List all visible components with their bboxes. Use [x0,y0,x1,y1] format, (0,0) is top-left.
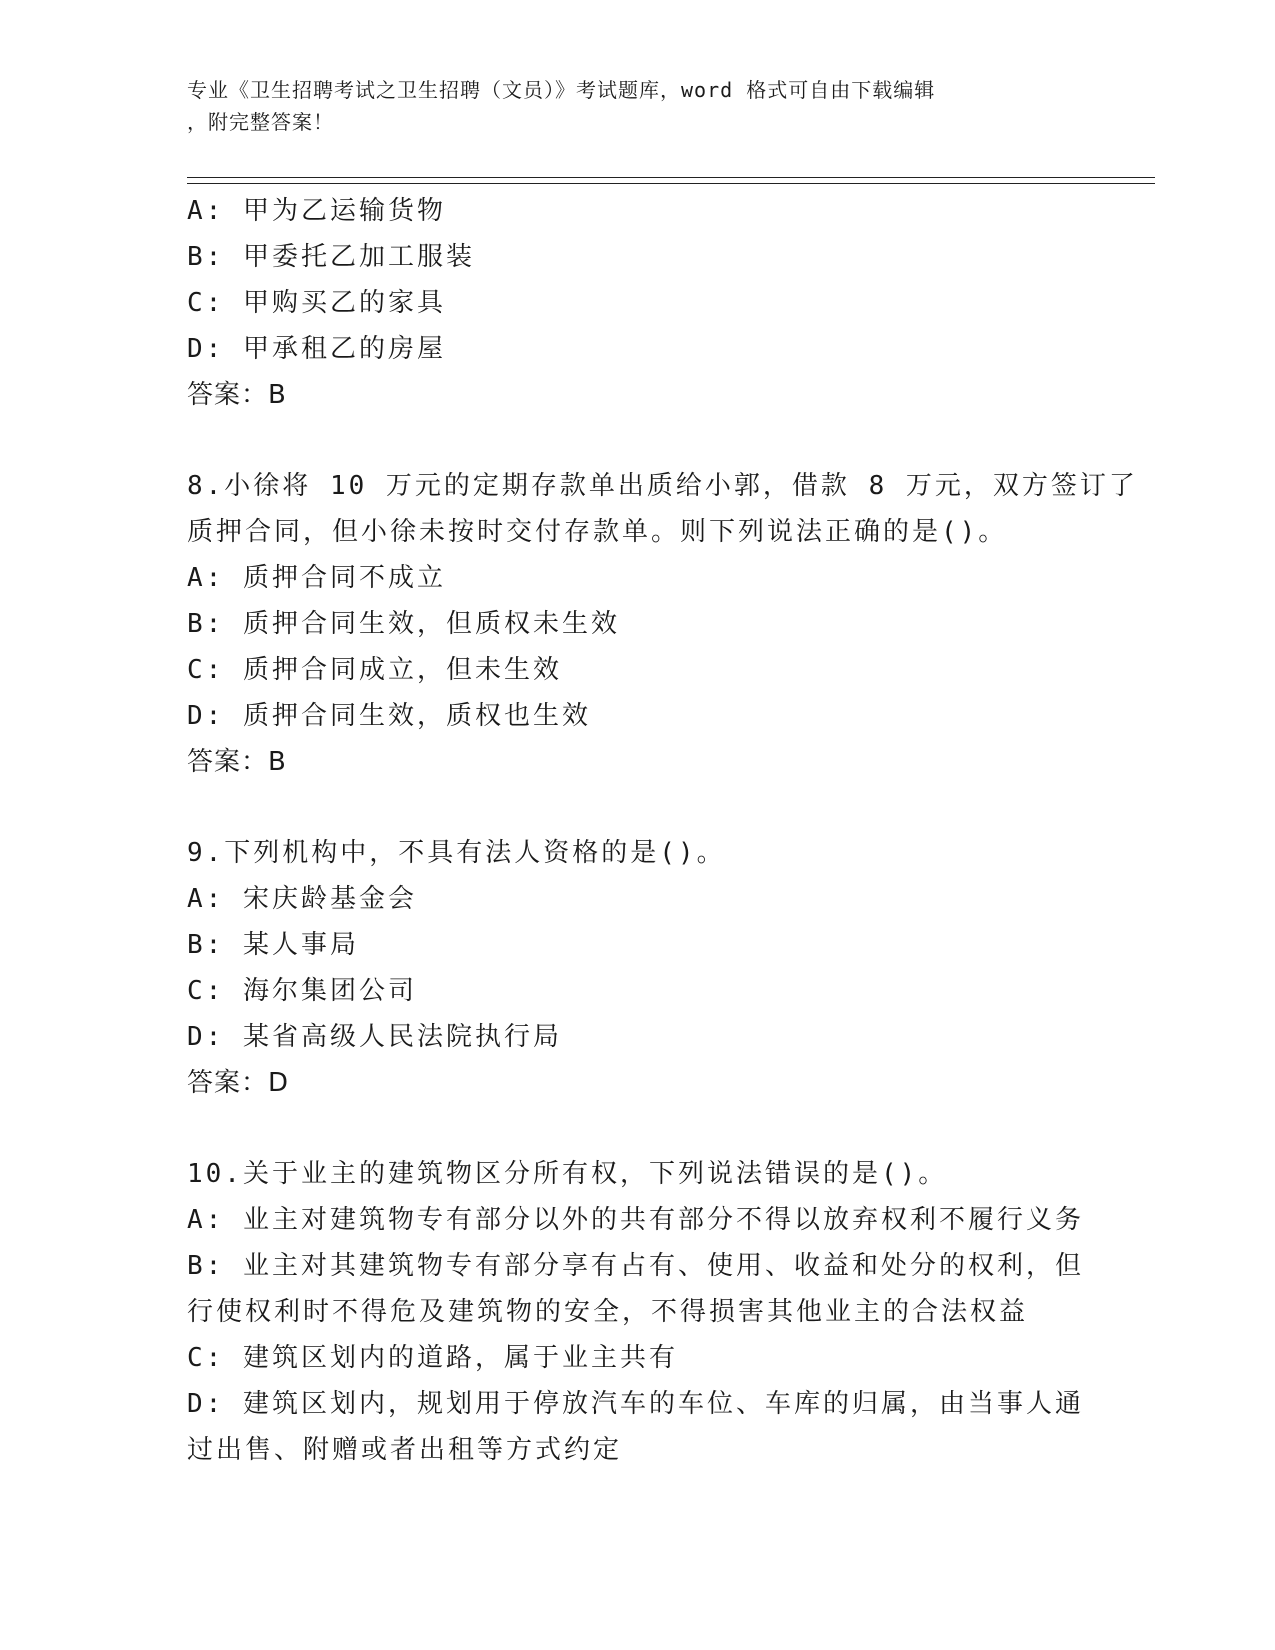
option-c: C: 质押合同成立，但未生效 [187,655,562,685]
option-d: D: 甲承租乙的房屋 [187,334,446,364]
spacer [187,1106,1087,1151]
option-c: C: 海尔集团公司 [187,976,417,1006]
spacer [187,785,1087,830]
option-c: C: 甲购买乙的家具 [187,288,446,318]
question-list [187,188,1138,1473]
option-d: D: 建筑区划内，规划用于停放汽车的车位、车库的归属，由当事人通 [187,1389,1084,1419]
header-rule-bottom [187,183,1155,184]
option-d-continued: 过出售、附赠或者出租等方式约定 [187,1435,623,1465]
option-a: A: 甲为乙运输货物 [187,196,446,226]
question-10 [187,1151,1087,1473]
question-8 [187,463,1138,785]
option-d: D: 质押合同生效，质权也生效 [187,701,591,731]
header-rule-top [187,177,1155,178]
answer: 答案：B [187,747,287,777]
option-b: B: 质押合同生效，但质权未生效 [187,609,620,639]
option-b-continued: 行使权利时不得危及建筑物的安全，不得损害其他业主的合法权益 [187,1297,1029,1327]
option-a: A: 业主对建筑物专有部分以外的共有部分不得以放弃权利不履行义务 [187,1205,1084,1235]
question-7 [187,188,1087,418]
question-9 [187,830,1087,1106]
option-a: A: 质押合同不成立 [187,563,446,593]
option-b: B: 某人事局 [187,930,359,960]
option-a: A: 宋庆龄基金会 [187,884,417,914]
question-stem: 9.下列机构中，不具有法人资格的是()。 [187,838,726,868]
spacer [187,418,1087,463]
option-c: C: 建筑区划内的道路，属于业主共有 [187,1343,678,1373]
option-d: D: 某省高级人民法院执行局 [187,1022,562,1052]
header-line-2: ，附完整答案！ [187,110,334,134]
question-stem: 8.小徐将 10 万元的定期存款单出质给小郭，借款 8 万元，双方签订了 [187,471,1138,501]
question-stem: 质押合同，但小徐未按时交付存款单。则下列说法正确的是()。 [187,517,1008,547]
answer: 答案：B [187,380,287,410]
option-b: B: 业主对其建筑物专有部分享有占有、使用、收益和处分的权利，但 [187,1251,1084,1281]
page-header [187,74,1087,138]
option-b: B: 甲委托乙加工服装 [187,242,475,272]
header-line-1: 专业《卫生招聘考试之卫生招聘（文员）》考试题库，word 格式可自由下载编辑 [187,78,936,102]
question-stem: 10.关于业主的建筑物区分所有权，下列说法错误的是()。 [187,1159,948,1189]
answer: 答案：D [187,1068,290,1098]
